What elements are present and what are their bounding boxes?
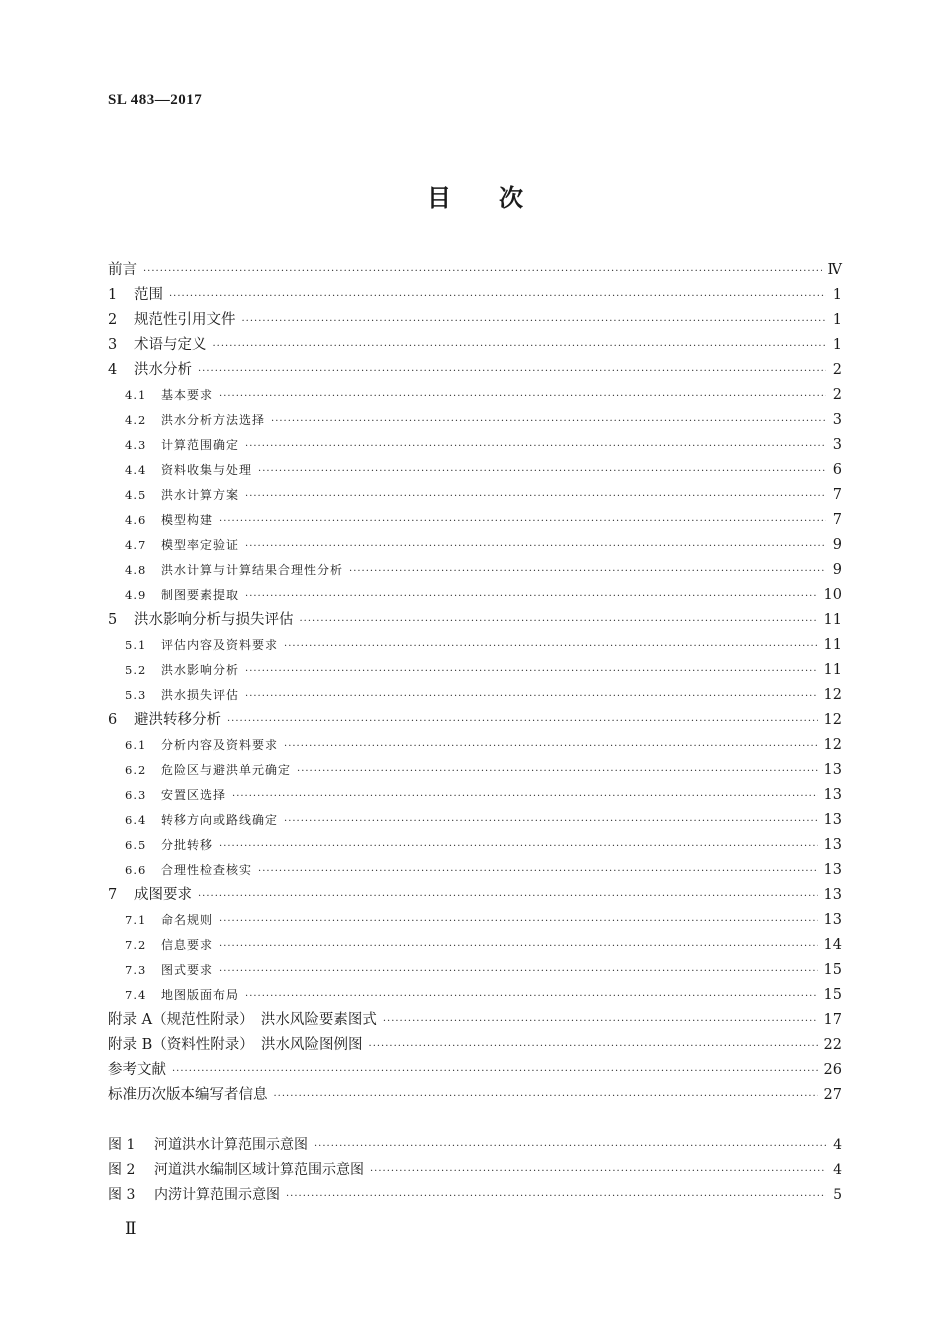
toc-subsection-entry[interactable] [108,583,842,608]
entry-label: 范围 [134,287,163,303]
toc-subsection-entry[interactable] [108,908,842,933]
dot-leader [213,334,827,359]
entry-label: 洪水分析 [134,362,192,378]
figure-list-entry[interactable] [108,1133,842,1158]
dot-leader [274,1084,818,1109]
entry-label: 图式要求 [161,963,214,977]
toc-subsection-entry[interactable] [108,483,842,508]
dot-leader [245,984,818,1009]
dot-leader [370,1159,826,1184]
dot-leader [232,784,818,809]
figure-list-entry[interactable] [108,1183,842,1208]
dot-leader [169,284,826,309]
toc-subsection-entry[interactable] [108,408,842,433]
figure-list-entry[interactable] [108,1158,842,1183]
toc-section-entry[interactable] [108,1033,842,1058]
entry-page-number: 22 [823,1037,842,1053]
entry-page-number: 5 [833,1187,842,1203]
entry-number: 6.1 [125,738,147,752]
toc-section-entry[interactable] [108,708,842,733]
dot-leader [227,709,818,734]
entry-page-number: 17 [823,1012,842,1028]
entry-label: 前言 [108,262,137,278]
entry-label: 转移方向或路线确定 [161,813,279,827]
entry-label: 安置区选择 [161,788,227,802]
toc-section-entry[interactable] [108,608,842,633]
toc-subsection-entry[interactable] [108,958,842,983]
entry-label: 资料收集与处理 [161,463,253,477]
dot-leader [219,909,818,934]
entry-page-number: 9 [832,562,842,578]
toc-section-entry[interactable] [108,358,842,383]
dot-leader [245,534,826,559]
dot-leader [314,1134,826,1159]
entry-label: 分批转移 [161,838,214,852]
entry-page-number: 13 [823,787,842,803]
standard-code: SL 483—2017 [108,92,203,108]
entry-page-number: 7 [832,487,842,503]
toc-subsection-entry[interactable] [108,683,842,708]
list-of-figures [108,1133,842,1208]
entry-page-number: 1 [832,287,842,303]
dot-leader [172,1059,818,1084]
toc-subsection-entry[interactable] [108,783,842,808]
entry-page-number: 13 [823,837,842,853]
entry-page-number: 9 [832,537,842,553]
entry-page-number: 1 [832,312,842,328]
dot-leader [242,309,827,334]
entry-label: 附录 B（资料性附录） 洪水风险图例图 [108,1037,363,1053]
dot-leader [219,959,818,984]
entry-label: 制图要素提取 [161,588,240,602]
toc-subsection-entry[interactable] [108,508,842,533]
entry-number: 4.7 [125,538,147,552]
entry-number: 1 [108,287,118,303]
entry-label: 危险区与避洪单元确定 [161,763,292,777]
entry-label: 基本要求 [161,388,214,402]
entry-page-number: 15 [823,987,842,1003]
entry-label: 成图要求 [134,887,192,903]
entry-number: 5.3 [125,688,147,702]
toc-section-entry[interactable] [108,283,842,308]
entry-label: 规范性引用文件 [134,312,236,328]
dot-leader [245,584,818,609]
entry-label: 参考文献 [108,1062,166,1078]
entry-number: 4.6 [125,513,147,527]
toc-subsection-entry[interactable] [108,933,842,958]
entry-number: 4 [108,362,118,378]
entry-label: 洪水计算方案 [161,488,240,502]
entry-label: 评估内容及资料要求 [161,638,279,652]
toc-section-entry[interactable] [108,1008,842,1033]
entry-page-number: 10 [823,587,842,603]
dot-leader [143,259,822,284]
dot-leader [245,659,818,684]
dot-leader [219,934,818,959]
dot-leader [284,734,818,759]
toc-subsection-entry[interactable] [108,983,842,1008]
table-of-contents [108,258,842,1108]
entry-label: 模型构建 [161,513,214,527]
entry-number: 4.9 [125,588,147,602]
entry-number: 4.3 [125,438,147,452]
entry-label: 洪水影响分析与损失评估 [134,612,294,628]
entry-page-number: 2 [832,387,842,403]
dot-leader [284,634,818,659]
dot-leader [369,1034,818,1059]
entry-page-number: 2 [832,362,842,378]
entry-page-number: 12 [823,737,842,753]
entry-page-number: 12 [823,687,842,703]
entry-number: 图 1 [108,1137,136,1153]
entry-number: 7 [108,887,118,903]
entry-label: 术语与定义 [134,337,207,353]
toc-section-entry[interactable] [108,308,842,333]
toc-subsection-entry[interactable] [108,733,842,758]
entry-page-number: 12 [823,712,842,728]
entry-label: 地图版面布局 [161,988,240,1002]
dot-leader [219,834,818,859]
dot-leader [297,759,818,784]
entry-number: 图 2 [108,1162,136,1178]
page-number: Ⅱ [125,1219,137,1238]
entry-label: 合理性检查核实 [161,863,253,877]
entry-page-number: 4 [833,1137,842,1153]
entry-number: 4.2 [125,413,147,427]
entry-page-number: 11 [823,612,842,628]
entry-number: 7.4 [125,988,147,1002]
entry-label: 河道洪水编制区域计算范围示意图 [154,1162,364,1178]
entry-number: 6.3 [125,788,147,802]
dot-leader [271,409,826,434]
entry-number: 6.2 [125,763,147,777]
entry-page-number: 26 [823,1062,842,1078]
entry-number: 7.2 [125,938,147,952]
entry-number: 4.5 [125,488,147,502]
entry-number: 4.4 [125,463,147,477]
dot-leader [258,859,818,884]
entry-page-number: 11 [823,637,842,653]
entry-page-number: Ⅳ [827,262,842,278]
entry-number: 6.6 [125,863,147,877]
toc-subsection-entry[interactable] [108,808,842,833]
toc-section-entry[interactable] [108,883,842,908]
dot-leader [300,609,818,634]
entry-page-number: 3 [832,412,842,428]
toc-subsection-entry[interactable] [108,633,842,658]
entry-page-number: 13 [823,812,842,828]
toc-subsection-entry[interactable] [108,833,842,858]
toc-subsection-entry[interactable] [108,433,842,458]
entry-label: 信息要求 [161,938,214,952]
entry-label: 模型率定验证 [161,538,240,552]
entry-number: 4.1 [125,388,147,402]
entry-page-number: 15 [823,962,842,978]
toc-subsection-entry[interactable] [108,383,842,408]
entry-page-number: 1 [832,337,842,353]
dot-leader [219,384,826,409]
entry-label: 计算范围确定 [161,438,240,452]
dot-leader [383,1009,818,1034]
toc-subsection-entry[interactable] [108,758,842,783]
entry-number: 6.5 [125,838,147,852]
entry-page-number: 11 [823,662,842,678]
entry-number: 图 3 [108,1187,136,1203]
entry-page-number: 13 [823,912,842,928]
dot-leader [198,884,818,909]
entry-label: 标准历次版本编写者信息 [108,1087,268,1103]
entry-label: 命名规则 [161,913,214,927]
entry-label: 洪水影响分析 [161,663,240,677]
dot-leader [284,809,818,834]
toc-subsection-entry[interactable] [108,533,842,558]
entry-number: 7.1 [125,913,147,927]
entry-label: 洪水分析方法选择 [161,413,266,427]
dot-leader [219,509,826,534]
entry-number: 6.4 [125,813,147,827]
toc-subsection-entry[interactable] [108,658,842,683]
dot-leader [198,359,826,384]
entry-label: 避洪转移分析 [134,712,221,728]
entry-label: 洪水计算与计算结果合理性分析 [161,563,344,577]
entry-number: 3 [108,337,118,353]
dot-leader [245,684,818,709]
entry-label: 分析内容及资料要求 [161,738,279,752]
entry-page-number: 13 [823,862,842,878]
toc-section-entry[interactable] [108,258,842,283]
dot-leader [258,459,826,484]
entry-page-number: 13 [823,762,842,778]
toc-subsection-entry[interactable] [108,558,842,583]
dot-leader [245,434,826,459]
entry-number: 7.3 [125,963,147,977]
toc-section-entry[interactable] [108,1058,842,1083]
entry-page-number: 4 [833,1162,842,1178]
entry-number: 2 [108,312,118,328]
toc-subsection-entry[interactable] [108,458,842,483]
entry-page-number: 6 [832,462,842,478]
entry-page-number: 14 [823,937,842,953]
entry-label: 附录 A（规范性附录） 洪水风险要素图式 [108,1012,377,1028]
dot-leader [286,1184,826,1209]
dot-leader [245,484,826,509]
entry-page-number: 3 [832,437,842,453]
entry-page-number: 13 [823,887,842,903]
entry-label: 内涝计算范围示意图 [154,1187,280,1203]
entry-number: 6 [108,712,118,728]
dot-leader [349,559,826,584]
toc-subsection-entry[interactable] [108,858,842,883]
entry-number: 5.1 [125,638,147,652]
toc-section-entry[interactable] [108,333,842,358]
entry-number: 4.8 [125,563,147,577]
entry-label: 洪水损失评估 [161,688,240,702]
page-title: 目次 [427,184,571,212]
entry-number: 5.2 [125,663,147,677]
entry-number: 5 [108,612,118,628]
toc-section-entry[interactable] [108,1083,842,1108]
entry-label: 河道洪水计算范围示意图 [154,1137,308,1153]
entry-page-number: 27 [823,1087,842,1103]
entry-page-number: 7 [832,512,842,528]
